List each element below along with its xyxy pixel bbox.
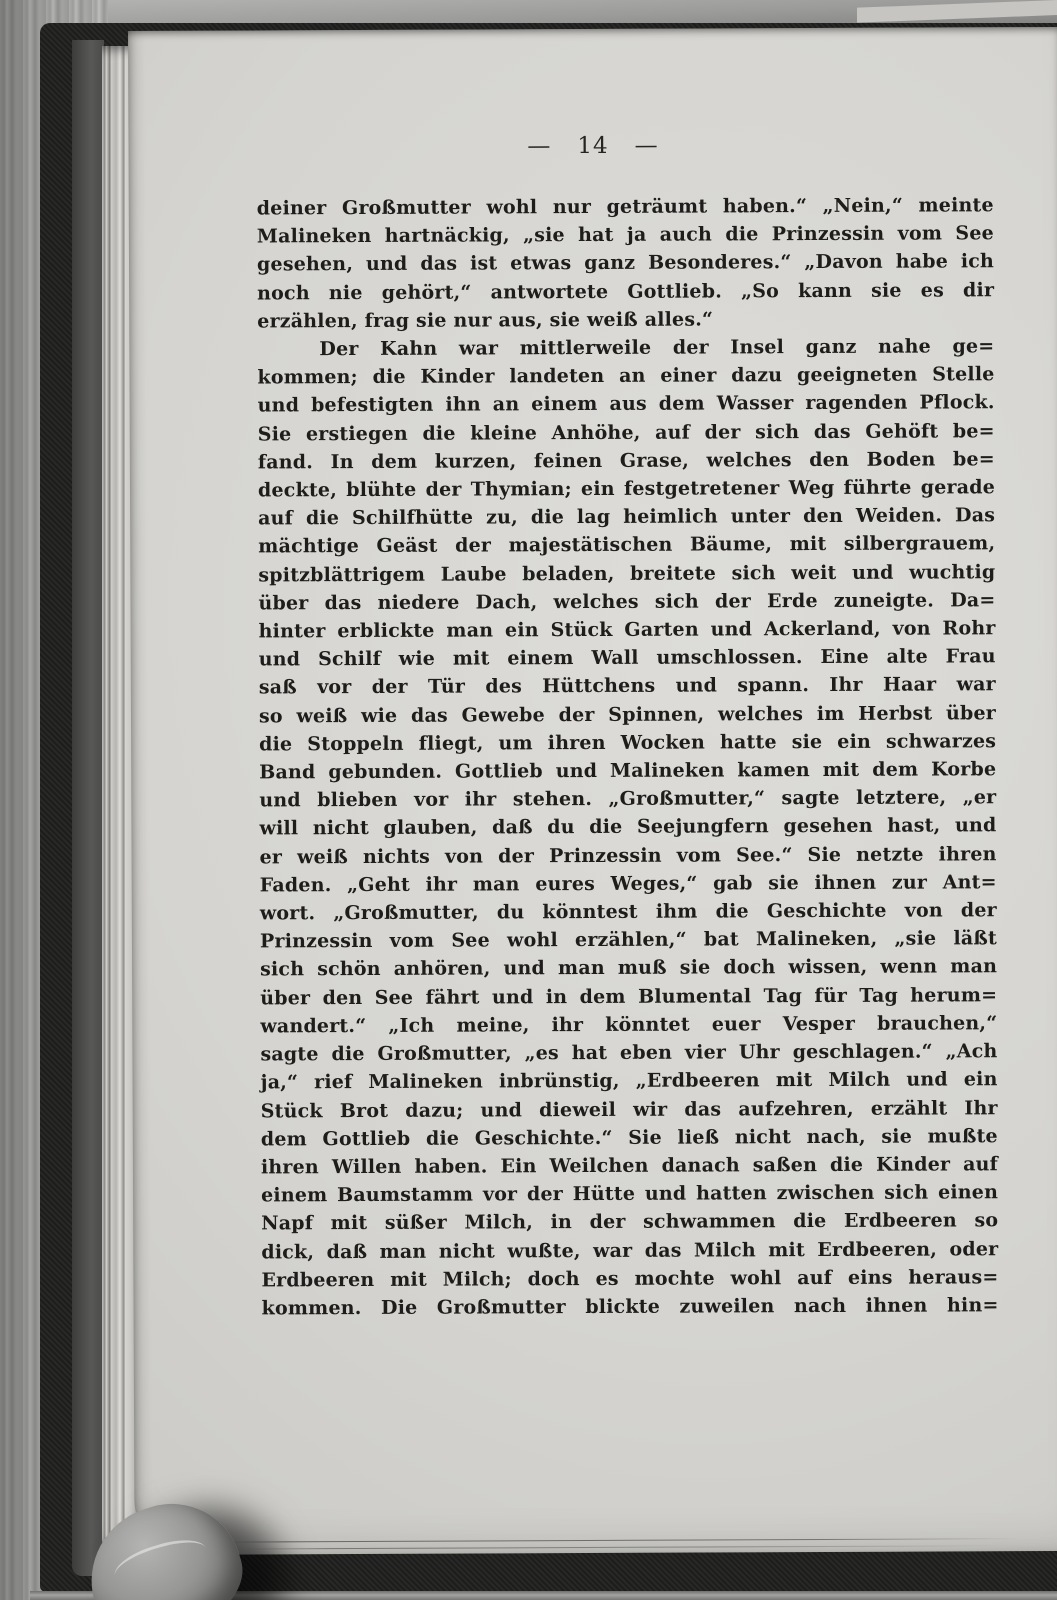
text-line: will nicht glauben, daß du die Seejungfern gesehen hast, und [259, 814, 997, 840]
page-number-dash-left: — [527, 133, 552, 160]
text-line: so weiß wie das Gewebe der Spinnen, welches im Herbst über [258, 701, 997, 728]
text-line: sagte die Großmutter, „es hat eben vier Uhr geschlagen.“ „Ach [260, 1040, 998, 1066]
text-line: Prinzessin vom See wohl erzählen,“ bat Malineken, „sie läßt [259, 927, 998, 953]
text-line: und Schilf wie mit einem Wall umschlossen. Eine alte Frau [258, 645, 996, 671]
text-line: Der Kahn war mittlerweile der Insel ganz nahe ge= [319, 335, 995, 361]
page-number-dash-right: — [634, 132, 659, 159]
text-line: über den See fährt und in dem Blumental Tag für Tag herum= [260, 983, 998, 1010]
text-line: kommen. Die Großmutter blickte zuweilen nach ihnen hin= [261, 1294, 999, 1320]
text-line: Band gebunden. Gottlieb und Malineken kamen mit dem Korbe [259, 758, 997, 784]
text-line: deckte, blühte der Thymian; ein festgetretener Weg führte gerade [257, 476, 996, 502]
text-line: mächtige Geäst der majestätischen Bäume, mit silbergrauem, [258, 532, 996, 558]
text-line: auf die Schilfhütte zu, die lag heimlich unter den Weiden. Das [258, 504, 996, 530]
text-line: wandert.“ „Ich meine, ihr könntet euer Vesper brauchen,“ [260, 1012, 998, 1038]
text-line: spitzblättrigem Laube beladen, breitete sich weit und wuchtig [258, 560, 996, 587]
page-number [128, 131, 1057, 161]
text-line: und blieben vor ihr stehen. „Großmutter,“ sagte letztere, „er [259, 786, 997, 812]
page-bottom-edge-lines [230, 1538, 1036, 1550]
text-line: und befestigten ihn an einem aus dem Wasser ragenden Pflock. [257, 391, 995, 417]
text-line: wort. „Großmutter, du könntest ihm die Geschichte von der [259, 899, 997, 925]
text-line: Napf mit süßer Milch, in der schwammen die Erdbeeren so [261, 1209, 999, 1235]
text-line: über das niedere Dach, welches sich der Erde zuneigte. Da= [258, 589, 996, 615]
text-line: dick, daß man nicht wußte, war das Milch mit Erdbeeren, oder [261, 1237, 999, 1263]
text-line: saß vor der Tür des Hüttchens und spann. Ihr Haar war [258, 673, 996, 699]
text-line: gesehen, und das ist etwas ganz Besonderes.“ „Davon habe ich [256, 250, 995, 276]
text-line: dem Gottlieb die Geschichte.“ Sie ließ nicht nach, sie mußte [260, 1124, 998, 1151]
text-line: sich schön anhören, und man muß sie doch wissen, wenn man [260, 955, 998, 981]
text-line: Stück Brot dazu; und dieweil wir das aufzehren, erzählt Ihr [260, 1096, 998, 1122]
text-line: fand. In dem kurzen, feinen Grase, welches den Boden be= [257, 448, 995, 474]
cover-board-edge [72, 40, 104, 1576]
text-line: noch nie gehört,“ antwortete Gottlieb. „So kann sie es dir [257, 278, 995, 305]
text-line: kommen; die Kinder landeten an einer dazu geeigneten Stelle [257, 363, 995, 389]
text-line: Faden. „Geht ihr man eures Weges,“ gab sie ihnen zur Ant= [259, 871, 997, 897]
text-line: einem Baumstamm vor der Hütte und hatten zwischen sich einen [261, 1181, 999, 1207]
text-line: Malineken hartnäckig, „sie hat ja auch die Prinzessin vom See [256, 222, 994, 248]
text-line: hinter erblickte man ein Stück Garten und Ackerland, von Rohr [258, 617, 996, 643]
page-text [257, 191, 999, 1322]
page-number-value: 14 [577, 132, 609, 160]
text-line: deiner Großmutter wohl nur geträumt haben.“ „Nein,“ meinte [256, 194, 994, 220]
text-line: die Stoppeln fliegt, um ihren Wocken hatte sie ein schwarzes [259, 730, 997, 756]
text-line: Erdbeeren mit Milch; doch es mochte wohl auf eins heraus= [261, 1265, 999, 1292]
text-line: er weiß nichts von der Prinzessin vom See.“ Sie netzte ihren [259, 842, 997, 869]
text-line: ihren Willen haben. Ein Weilchen danach saßen die Kinder auf [260, 1153, 999, 1179]
text-line: Sie erstiegen die kleine Anhöhe, auf der sich das Gehöft be= [257, 419, 995, 446]
text-line: ja,“ rief Malineken inbrünstig, „Erdbeeren mit Milch und ein [260, 1068, 998, 1094]
text-line: erzählen, frag sie nur aus, sie weiß alles.“ [257, 308, 714, 333]
book-page [128, 27, 1057, 1555]
